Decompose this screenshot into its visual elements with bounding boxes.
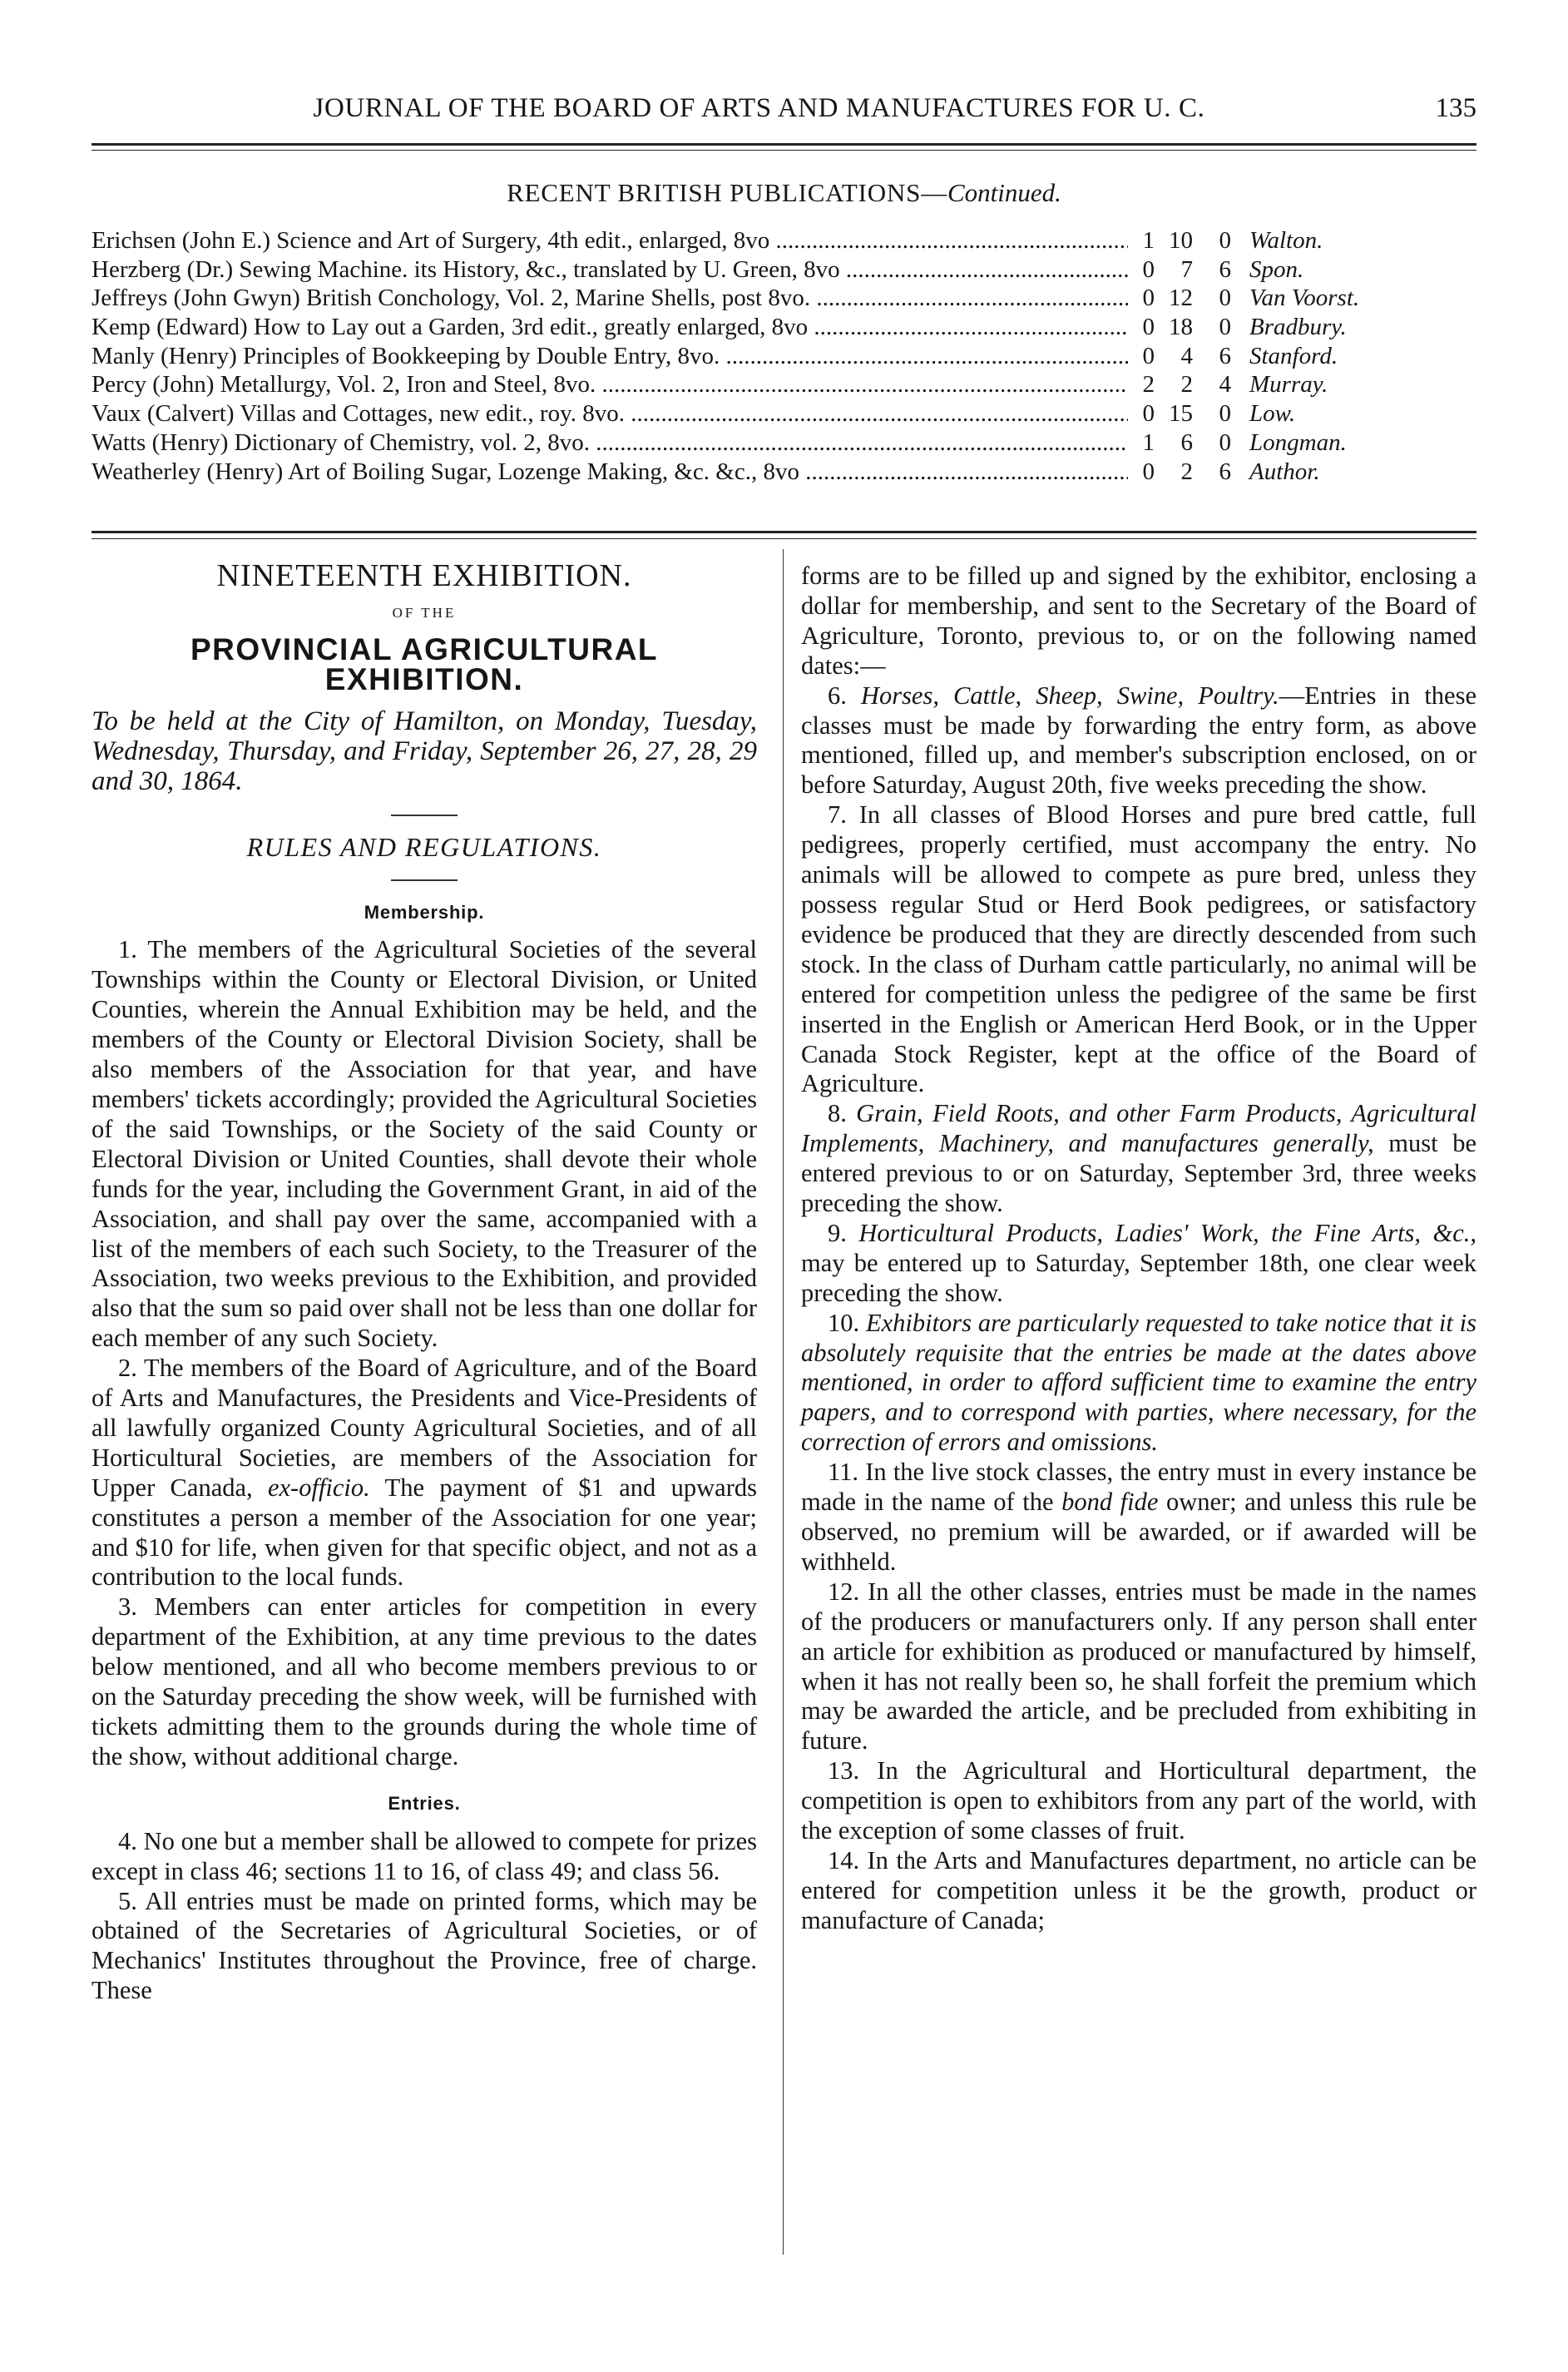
publication-price xyxy=(1133,370,1239,399)
header-rule xyxy=(92,143,1476,146)
rule-2-text-cont: The payment of $1 and upwards constitutes a person a member of the Association for one year; and $10 for life, when given for that specific object, and not as a contribution to the local funds. xyxy=(92,1473,757,1592)
rule-2-text: 2. The members of the Board of Agriculture, and of the Board of Arts and Manufactures, the Presidents and Vice-Presidents of all lawfully organized County Agricultural Societies, and of all Horticultural Societies, are members of the Association for Upper Canada, xyxy=(92,1354,757,1502)
price-pence: 0 xyxy=(1219,285,1231,312)
price-pounds: 0 xyxy=(1142,458,1155,485)
publication-publisher: Bradbury. xyxy=(1249,314,1347,341)
price-shillings: 7 xyxy=(1180,255,1193,283)
publication-publisher: Low. xyxy=(1249,400,1296,428)
price-pence: 0 xyxy=(1219,400,1231,428)
header-rule-thin xyxy=(92,150,1476,151)
rule-6-text: —Entries in these classes must be made by forwarding the entry form, as above mentioned, filled up, and member's subscription enclosed, on or before Saturday, August 20th, five weeks preceding the show. xyxy=(801,681,1476,800)
rule-12: 12. In all the other classes, entries must be made in the names of the producers or manufacturers only. If any person shall enter an article for exhibition as produced or manufactured by himself, when it has not really been so, he shall forfeit the premium which may be awarded the article, and be precluded from exhibiting in future. xyxy=(801,1577,1476,1755)
rule-5: 5. All entries must be made on printed forms, which may be obtained of the Secretaries of Agricultural Societies, or of Mechanics' Institutes throughout the Province, free of charge. These xyxy=(92,1886,757,2005)
publication-row xyxy=(92,370,1476,399)
publication-row xyxy=(92,428,1476,458)
rule-11-text: 11. In the live stock classes, the entry must in every instance be made in the name of the xyxy=(801,1458,1476,1517)
price-pence: 0 xyxy=(1219,314,1231,341)
rule-11-bona-fide: bond fide xyxy=(1061,1488,1159,1517)
publication-price xyxy=(1133,342,1239,370)
rule-2 xyxy=(92,1354,757,1592)
publication-row xyxy=(92,313,1476,342)
publication-title: Kemp (Edward) How to Lay out a Garden, 3rd edit., greatly enlarged, 8vo ..... xyxy=(92,313,1128,341)
rule-5-continued: forms are to be filled up and signed by the exhibitor, enclosing a dollar for membership, and sent to the Secretary of the Board of Agriculture, Toronto, previous to, or on the following named dates:— xyxy=(801,562,1476,680)
rule-8-number: 8. xyxy=(828,1099,857,1128)
recent-publications xyxy=(92,178,1476,486)
price-pounds: 0 xyxy=(1142,255,1155,283)
publication-title: Vaux (Calvert) Villas and Cottages, new edit., roy. 8vo. ..... xyxy=(92,399,1128,428)
rule-6-classes: Horses, Cattle, Sheep, Swine, Poultry. xyxy=(860,681,1279,710)
membership-heading: Membership. xyxy=(364,901,485,923)
publication-title: Jeffreys (John Gwyn) British Conchology, Vol. 2, Marine Shells, post 8vo. ..... xyxy=(92,284,1128,312)
publication-publisher: Spon. xyxy=(1249,255,1304,283)
publications-heading-text: RECENT BRITISH PUBLICATIONS— xyxy=(507,178,947,207)
publication-row xyxy=(92,399,1476,428)
publication-title: Watts (Henry) Dictionary of Chemistry, vol. 2, 8vo. ..... xyxy=(92,428,1128,457)
section-rule xyxy=(92,531,1476,533)
price-shillings: 2 xyxy=(1180,458,1193,485)
rule-10-text: Exhibitors are particularly requested to take notice that it is absolutely requisite that the entries be made at the dates above mentioned, in order to afford sufficient time to examine the entry papers, and to correspond with parties, where necessary, for the correction of errors and omissions. xyxy=(801,1308,1477,1457)
rule-11-text-cont: owner; and unless this rule be observed, no premium will be awarded, or if awarded will be withheld. xyxy=(801,1488,1476,1576)
publications-heading-continued: Continued. xyxy=(947,178,1061,207)
price-pounds: 0 xyxy=(1142,400,1155,428)
publication-price xyxy=(1133,284,1239,312)
column-divider xyxy=(783,549,784,2255)
publications-heading xyxy=(92,178,1476,208)
running-title: JOURNAL OF THE BOARD OF ARTS AND MANUFACTURES FOR U. C. xyxy=(313,93,1205,123)
publication-price xyxy=(1133,399,1239,428)
publication-row xyxy=(92,458,1476,487)
price-shillings: 18 xyxy=(1169,314,1193,341)
rule-9-text: may be entered up to Saturday, September 18th, one clear week preceding the show. xyxy=(801,1248,1476,1307)
price-shillings: 12 xyxy=(1169,285,1193,312)
rule-11 xyxy=(801,1458,1476,1577)
rule-7: 7. In all classes of Blood Horses and pure bred cattle, full pedigrees, properly certified, must accompany the entry. No animals will be allowed to compete as pure bred, unless they possess regular Stud or Herd Book pedigrees, or satisfactory evidence be produced that they are directly descended from such stock. In the class of Durham cattle particularly, no animal will be entered for competition unless the pedigree of the same be first inserted in the English or American Herd Book, or in the Upper Canada Stock Register, kept at the office of the Board of Agriculture. xyxy=(801,800,1476,1098)
price-pence: 4 xyxy=(1219,371,1231,399)
price-pounds: 0 xyxy=(1142,285,1155,312)
price-pence: 0 xyxy=(1219,428,1231,456)
rule-2-ex-officio: ex-officio. xyxy=(267,1473,370,1502)
price-pounds: 1 xyxy=(1142,428,1155,456)
price-pounds: 0 xyxy=(1142,314,1155,341)
page-number: 135 xyxy=(1435,93,1476,123)
exhibition-title: NINETEENTH EXHIBITION. xyxy=(216,558,632,593)
price-pounds: 1 xyxy=(1142,227,1155,254)
publication-title: Weatherley (Henry) Art of Boiling Sugar, Lozenge Making, &c. &c., 8vo ..... xyxy=(92,458,1128,486)
publication-price xyxy=(1133,428,1239,457)
entries-heading: Entries. xyxy=(388,1792,461,1814)
rule-8 xyxy=(801,1099,1476,1219)
publication-row xyxy=(92,342,1476,371)
rule-6-number: 6. xyxy=(828,681,861,710)
publication-price xyxy=(1133,255,1239,284)
publication-row xyxy=(92,284,1476,313)
rule-8-text: must be entered previous to or on Saturday, September 3rd, three weeks preceding the show. xyxy=(801,1129,1476,1218)
price-shillings: 6 xyxy=(1180,428,1193,456)
rule-9-number: 9. xyxy=(828,1218,859,1247)
right-column xyxy=(801,562,1476,1936)
publication-publisher: Longman. xyxy=(1249,428,1347,456)
publication-publisher: Walton. xyxy=(1249,227,1323,254)
rule-9-classes: Horticultural Products, Ladies' Work, the Fine Arts, &c., xyxy=(858,1218,1476,1247)
left-column xyxy=(92,558,757,2006)
publication-title: Manly (Henry) Principles of Bookkeeping by Double Entry, 8vo. ..... xyxy=(92,342,1128,370)
publication-publisher: Author. xyxy=(1249,458,1320,485)
publication-price xyxy=(1133,313,1239,341)
rule-14: 14. In the Arts and Manufactures department, no article can be entered for competition unless it be the growth, product or manufacture of Canada; xyxy=(801,1845,1476,1934)
rule-6 xyxy=(801,681,1476,801)
rule-13: 13. In the Agricultural and Horticultural department, the competition is open to exhibitors from any part of the world, with the exception of some classes of fruit. xyxy=(801,1756,1476,1845)
running-head xyxy=(92,93,1476,135)
publication-publisher: Murray. xyxy=(1249,371,1328,399)
exhibition-date-text: To be held at the City of Hamilton, on Monday, Tuesday, Wednesday, Thursday, and Friday, September 26, 27, 28, 29 and 30, 1864. xyxy=(92,706,757,796)
publication-title: Herzberg (Dr.) Sewing Machine. its History, &c., translated by U. Green, 8vo ..... xyxy=(92,255,1128,284)
exhibition-of-the: OF THE xyxy=(392,604,457,621)
price-pence: 6 xyxy=(1219,342,1231,369)
publication-price xyxy=(1133,226,1239,255)
price-shillings: 4 xyxy=(1180,342,1193,369)
rule-3: 3. Members can enter articles for competition in every department of the Exhibition, at any time previous to the dates below mentioned, and all who become members previous to or on the Saturday preceding the show week, will be furnished with tickets admitting them to the grounds during the whole time of the show, without additional charge. xyxy=(92,1592,757,1770)
provincial-exhibition-title: PROVINCIAL AGRICULTURAL EXHIBITION. xyxy=(190,631,659,696)
short-rule xyxy=(391,815,458,816)
short-rule xyxy=(391,879,458,881)
rule-10-number: 10. xyxy=(828,1308,866,1337)
publication-publisher: Stanford. xyxy=(1249,342,1338,369)
price-pounds: 0 xyxy=(1142,342,1155,369)
publication-publisher: Van Voorst. xyxy=(1249,285,1360,312)
rule-1: 1. The members of the Agricultural Societies of the several Townships within the County or Electoral Division, or United Counties, wherein the Annual Exhibition may be held, and the members of the County or Electoral Division Society, shall be also members of the Association for that year, and have members' tickets accordingly; provided the Agricultural Societies of the said Townships, or the Society of the said County or Electoral Division or United Counties, shall devote their whole funds for the year, including the Government Grant, in aid of the Association, and shall pay over the same, accompanied with a list of the members of each such Society, to the Treasurer of the Association, two weeks previous to the Exhibition, and provided also that the sum so paid over shall not be less than one dollar for each member of any such Society. xyxy=(92,935,757,1353)
price-shillings: 15 xyxy=(1169,400,1193,428)
price-shillings: 10 xyxy=(1169,227,1193,254)
publication-row xyxy=(92,226,1476,255)
rule-10 xyxy=(801,1309,1476,1458)
rules-title: RULES AND REGULATIONS. xyxy=(246,831,602,862)
price-pence: 6 xyxy=(1219,458,1231,485)
publication-title: Percy (John) Metallurgy, Vol. 2, Iron and Steel, 8vo. ..... xyxy=(92,370,1128,399)
rule-8-classes: Grain, Field Roots, and other Farm Products, Agricultural Implements, Machinery, and manufactures generally, xyxy=(801,1099,1476,1158)
publication-price xyxy=(1133,458,1239,486)
rule-9 xyxy=(801,1219,1476,1309)
section-rule-thin xyxy=(92,538,1476,539)
publication-row xyxy=(92,255,1476,285)
rule-4: 4. No one but a member shall be allowed to compete for prizes except in class 46; sections 11 to 16, of class 49; and class 56. xyxy=(92,1826,757,1885)
publications-list xyxy=(92,226,1476,486)
price-shillings: 2 xyxy=(1180,371,1193,399)
price-pounds: 2 xyxy=(1142,371,1155,399)
price-pence: 0 xyxy=(1219,227,1231,254)
publication-title: Erichsen (John E.) Science and Art of Surgery, 4th edit., enlarged, 8vo ..... xyxy=(92,226,1128,255)
price-pence: 6 xyxy=(1219,255,1231,283)
